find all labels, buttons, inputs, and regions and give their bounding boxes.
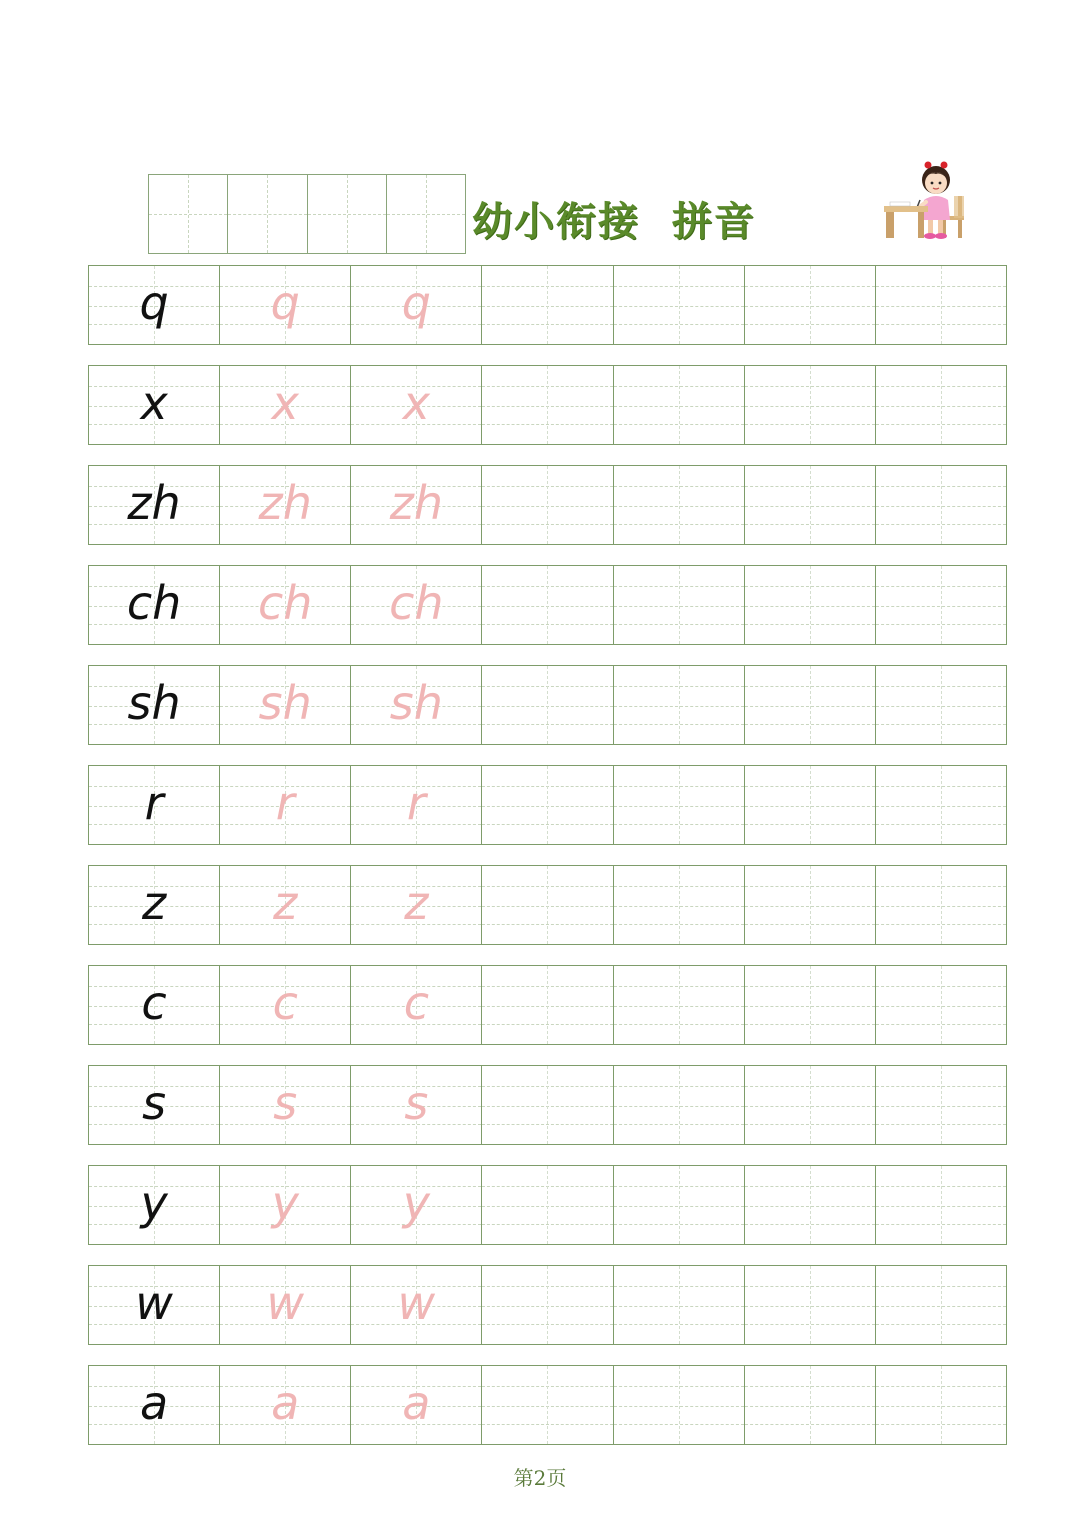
blank-writing-cell[interactable] [745, 1266, 876, 1344]
trace-letter: r [406, 776, 426, 830]
trace-cell [351, 766, 482, 844]
practice-row [88, 865, 1007, 945]
blank-writing-cell[interactable] [876, 666, 1006, 744]
blank-writing-cell[interactable] [482, 1366, 613, 1444]
blank-writing-cell[interactable] [482, 566, 613, 644]
trace-letter: w [266, 1276, 305, 1330]
model-letter: zh [127, 476, 181, 530]
trace-cell [351, 266, 482, 344]
trace-cell [351, 566, 482, 644]
trace-cell [220, 866, 351, 944]
trace-letter: sh [258, 676, 312, 730]
practice-row [88, 765, 1007, 845]
blank-writing-cell[interactable] [745, 966, 876, 1044]
blank-writing-cell[interactable] [482, 666, 613, 744]
blank-writing-cell[interactable] [876, 1066, 1006, 1144]
blank-writing-cell[interactable] [876, 1266, 1006, 1344]
practice-row [88, 965, 1007, 1045]
trace-cell [351, 866, 482, 944]
blank-writing-cell[interactable] [745, 366, 876, 444]
trace-cell [220, 1166, 351, 1244]
name-boxes[interactable] [148, 174, 466, 254]
trace-cell [220, 666, 351, 744]
trace-cell [351, 1266, 482, 1344]
blank-writing-cell[interactable] [614, 1066, 745, 1144]
trace-letter: q [401, 276, 431, 330]
trace-letter: a [402, 1376, 431, 1430]
blank-writing-cell[interactable] [876, 766, 1006, 844]
trace-letter: ch [389, 576, 444, 630]
trace-letter: x [271, 376, 299, 430]
blank-writing-cell[interactable] [614, 1166, 745, 1244]
practice-row [88, 665, 1007, 745]
model-letter: q [139, 276, 169, 330]
model-letter: w [135, 1276, 173, 1330]
trace-cell [351, 1066, 482, 1144]
blank-writing-cell[interactable] [745, 566, 876, 644]
model-letter: sh [127, 676, 181, 730]
trace-cell [351, 466, 482, 544]
model-letter: x [140, 376, 168, 430]
blank-writing-cell[interactable] [614, 766, 745, 844]
trace-letter: zh [389, 476, 443, 530]
model-cell [89, 966, 220, 1044]
model-cell [89, 466, 220, 544]
blank-writing-cell[interactable] [745, 666, 876, 744]
practice-row [88, 265, 1007, 345]
practice-row [88, 1265, 1007, 1345]
trace-cell [220, 1366, 351, 1444]
blank-writing-cell[interactable] [745, 1066, 876, 1144]
trace-letter: z [404, 876, 429, 930]
blank-writing-cell[interactable] [482, 466, 613, 544]
trace-letter: r [275, 776, 295, 830]
practice-row [88, 1065, 1007, 1145]
blank-writing-cell[interactable] [614, 1366, 745, 1444]
blank-writing-cell[interactable] [482, 766, 613, 844]
blank-writing-cell[interactable] [876, 266, 1006, 344]
blank-writing-cell[interactable] [482, 866, 613, 944]
model-cell [89, 266, 220, 344]
model-letter: a [139, 1376, 169, 1430]
model-letter: ch [126, 576, 182, 630]
blank-writing-cell[interactable] [745, 1366, 876, 1444]
trace-letter: sh [389, 676, 443, 730]
model-cell [89, 1366, 220, 1444]
blank-writing-cell[interactable] [614, 566, 745, 644]
trace-letter: w [397, 1276, 436, 1330]
blank-writing-cell[interactable] [876, 1366, 1006, 1444]
practice-row [88, 1165, 1007, 1245]
blank-writing-cell[interactable] [482, 266, 613, 344]
blank-writing-cell[interactable] [614, 266, 745, 344]
blank-writing-cell[interactable] [745, 1166, 876, 1244]
practice-row [88, 465, 1007, 545]
blank-writing-cell[interactable] [614, 966, 745, 1044]
blank-writing-cell[interactable] [614, 1266, 745, 1344]
trace-cell [220, 1066, 351, 1144]
trace-letter: s [273, 1076, 298, 1130]
trace-letter: zh [258, 476, 312, 530]
model-letter: y [140, 1176, 168, 1230]
page-number: 第2页 [513, 1466, 567, 1490]
practice-row [88, 365, 1007, 445]
blank-writing-cell[interactable] [876, 566, 1006, 644]
model-cell [89, 1066, 220, 1144]
trace-letter: y [402, 1176, 430, 1230]
trace-cell [220, 266, 351, 344]
trace-letter: s [404, 1076, 429, 1130]
blank-writing-cell[interactable] [876, 966, 1006, 1044]
girl-writing-at-desk-icon [880, 156, 970, 242]
worksheet-title: 幼小衔接 拼音 [472, 198, 756, 245]
trace-letter: y [271, 1176, 299, 1230]
model-letter: c [141, 976, 167, 1030]
model-cell [89, 366, 220, 444]
blank-writing-cell[interactable] [614, 666, 745, 744]
model-letter: s [142, 1076, 167, 1130]
blank-writing-cell[interactable] [482, 1166, 613, 1244]
model-letter: z [141, 876, 167, 930]
blank-writing-cell[interactable] [482, 1066, 613, 1144]
trace-cell [351, 1366, 482, 1444]
model-cell [89, 1266, 220, 1344]
model-cell [89, 1166, 220, 1244]
trace-cell [351, 966, 482, 1044]
model-cell [89, 866, 220, 944]
trace-letter: c [403, 976, 429, 1030]
trace-letter: c [272, 976, 298, 1030]
model-cell [89, 666, 220, 744]
model-cell [89, 766, 220, 844]
trace-cell [351, 666, 482, 744]
trace-cell [220, 466, 351, 544]
blank-writing-cell[interactable] [614, 866, 745, 944]
blank-writing-cell[interactable] [482, 366, 613, 444]
trace-cell [220, 766, 351, 844]
blank-writing-cell[interactable] [614, 366, 745, 444]
blank-writing-cell[interactable] [745, 866, 876, 944]
blank-writing-cell[interactable] [745, 266, 876, 344]
blank-writing-cell[interactable] [482, 1266, 613, 1344]
trace-cell [220, 366, 351, 444]
trace-letter: q [270, 276, 300, 330]
trace-cell [220, 966, 351, 1044]
trace-letter: a [271, 1376, 300, 1430]
blank-writing-cell[interactable] [745, 766, 876, 844]
trace-letter: z [273, 876, 298, 930]
trace-letter: x [402, 376, 430, 430]
practice-row [88, 565, 1007, 645]
trace-cell [351, 1166, 482, 1244]
trace-cell [220, 1266, 351, 1344]
name-box[interactable] [228, 175, 307, 253]
name-box[interactable] [149, 175, 228, 253]
trace-cell [220, 566, 351, 644]
blank-writing-cell[interactable] [876, 866, 1006, 944]
model-cell [89, 566, 220, 644]
practice-row [88, 1365, 1007, 1445]
blank-writing-cell[interactable] [876, 466, 1006, 544]
name-box[interactable] [387, 175, 465, 253]
blank-writing-cell[interactable] [876, 366, 1006, 444]
blank-writing-cell[interactable] [745, 466, 876, 544]
blank-writing-cell[interactable] [876, 1166, 1006, 1244]
blank-writing-cell[interactable] [482, 966, 613, 1044]
model-letter: r [144, 776, 164, 830]
blank-writing-cell[interactable] [614, 466, 745, 544]
name-box[interactable] [308, 175, 387, 253]
trace-cell [351, 366, 482, 444]
trace-letter: ch [257, 576, 313, 630]
